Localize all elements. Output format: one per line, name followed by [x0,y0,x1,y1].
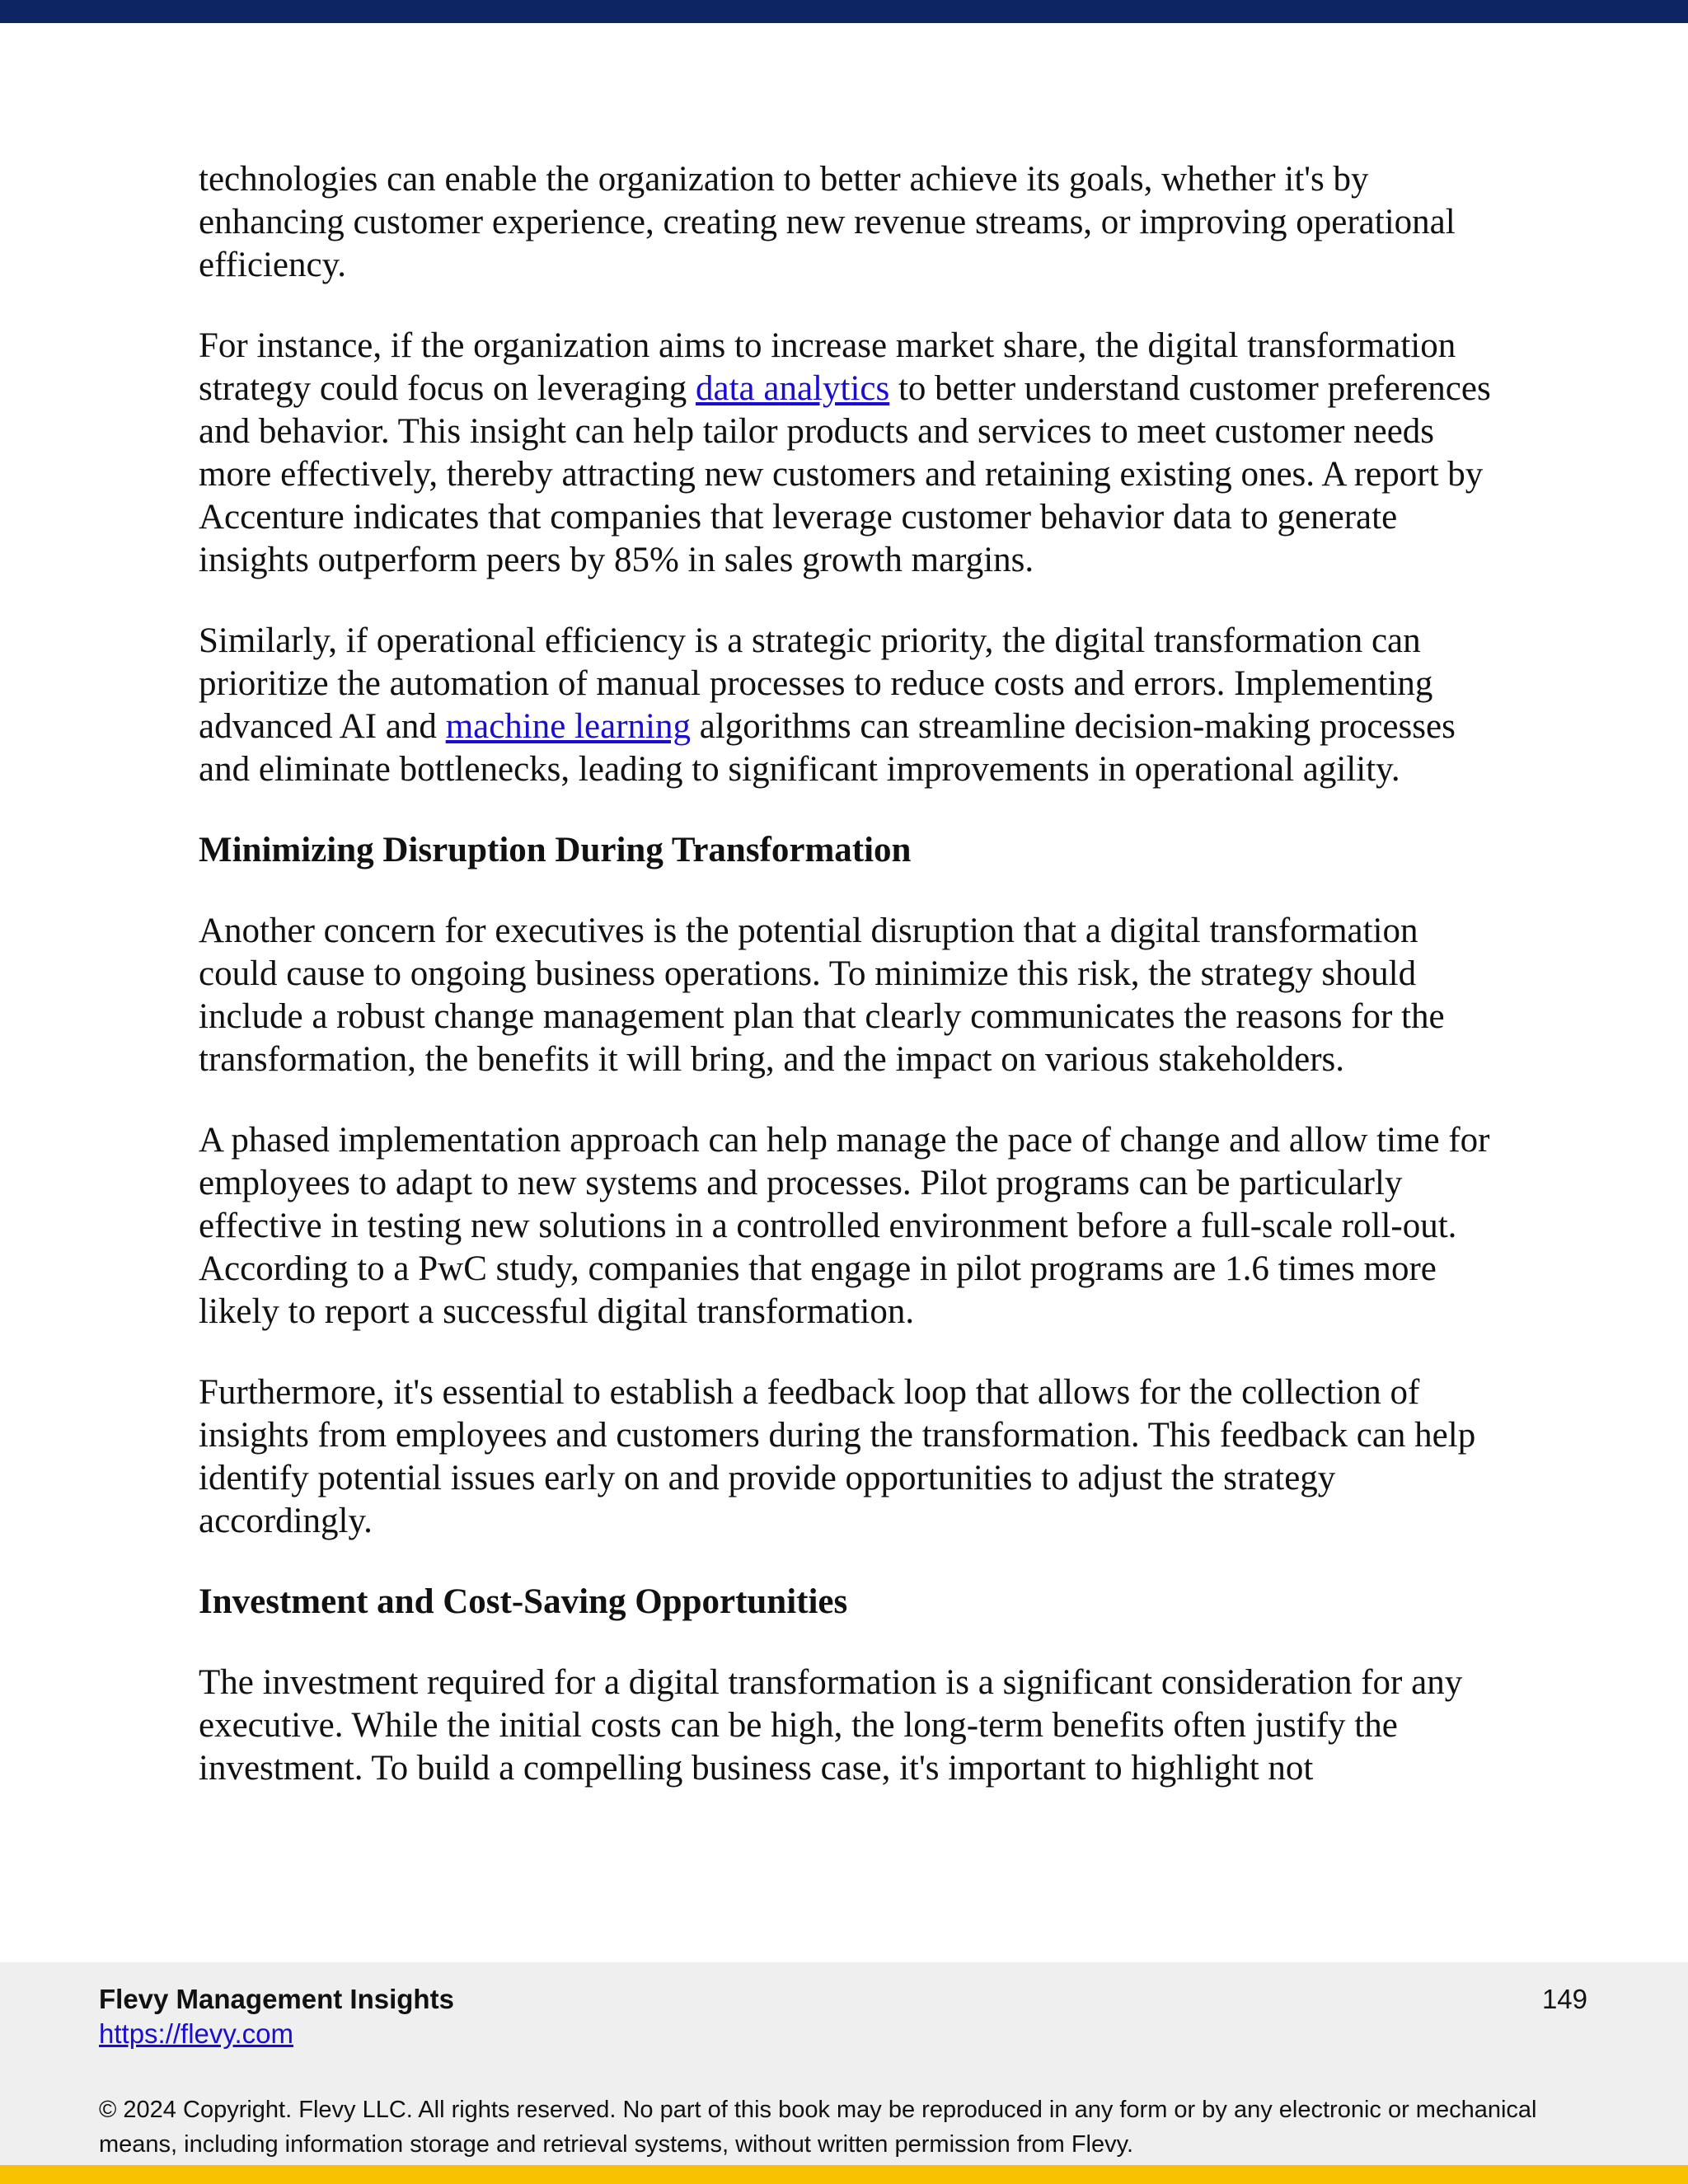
machine-learning-link[interactable]: machine learning [445,707,691,746]
paragraph-market-share-text-start: For instance, if the organization aims to increase market share, the digital transformation strategy could focus on leveraging [199,326,1456,408]
paragraph-operational-efficiency-text-end: algorithms can streamline decision-making processes and eliminate bottlenecks, leading to significant improvements in operational agility. [199,707,1456,789]
copyright-notice: © 2024 Copyright. Flevy LLC. All rights reserved. No part of this book may be reproduced in any form or by any electronic or mechanical means, including information storage and retrieval systems, without written permission from Flevy. [99,2097,1537,2158]
heading-investment: Investment and Cost-Saving Opportunities [199,1582,848,1621]
paragraph-market-share [199,325,1501,582]
paragraph-goals: technologies can enable the organization to better achieve its goals, whether it's by enhancing customer experience, creating new revenue streams, or improving operational efficiency. [199,160,1456,284]
data-analytics-link[interactable]: data analytics [696,369,890,408]
paragraph-feedback-loop: Furthermore, it's essential to establish a feedback loop that allows for the collection of insights from employees and customers during the transformation. This feedback can help identify potential issues early on and provide opportunities to adjust the strategy accordingly. [199,1373,1476,1540]
top-accent-bar [0,0,1688,23]
page-footer [0,1962,1688,2165]
heading-minimizing-disruption: Minimizing Disruption During Transformation [199,831,912,869]
paragraph-phased-implementation: A phased implementation approach can help manage the pace of change and allow time for employees to adapt to new systems and processes. Pilot programs can be particularly effective in testing new solutions in a controlled environment before a full-scale roll-out. According to a PwC study, companies that engage in pilot programs are 1.6 times more likely to report a successful digital transformation. [199,1121,1490,1331]
paragraph-operational-efficiency-text-start: Similarly, if operational efficiency is a strategic priority, the digital transformation can prioritize the automation of manual processes to reduce costs and errors. Implementing advanced AI and [199,621,1433,746]
paragraph-operational-efficiency [199,620,1501,791]
page-content [199,158,1501,1828]
paragraph-investment: The investment required for a digital transformation is a significant consideration for any executive. While the initial costs can be high, the long-term benefits often justify the investment. To build a compelling business case, it's important to highlight not [199,1663,1463,1788]
footer-brand: Flevy Management Insights [99,1984,454,2014]
paragraph-disruption-concern: Another concern for executives is the potential disruption that a digital transformation could cause to ongoing business operations. To minimize this risk, the strategy should include a robust change management plan that clearly communicates the reasons for the transformation, the benefits it will bring, and the impact on various stakeholders. [199,912,1445,1079]
bottom-accent-bar [0,2165,1688,2184]
flevy-website-link[interactable]: https://flevy.com [99,2018,293,2049]
page-number: 149 [1541,1984,1587,2014]
paragraph-market-share-text-end: to better understand customer preferences and behavior. This insight can help tailor products and services to meet customer needs more effectively, thereby attracting new customers and retaining existing ones. A report by Accenture indicates that companies that leverage customer behavior data to generate insights outperform peers by 85% in sales growth margins. [199,369,1491,579]
